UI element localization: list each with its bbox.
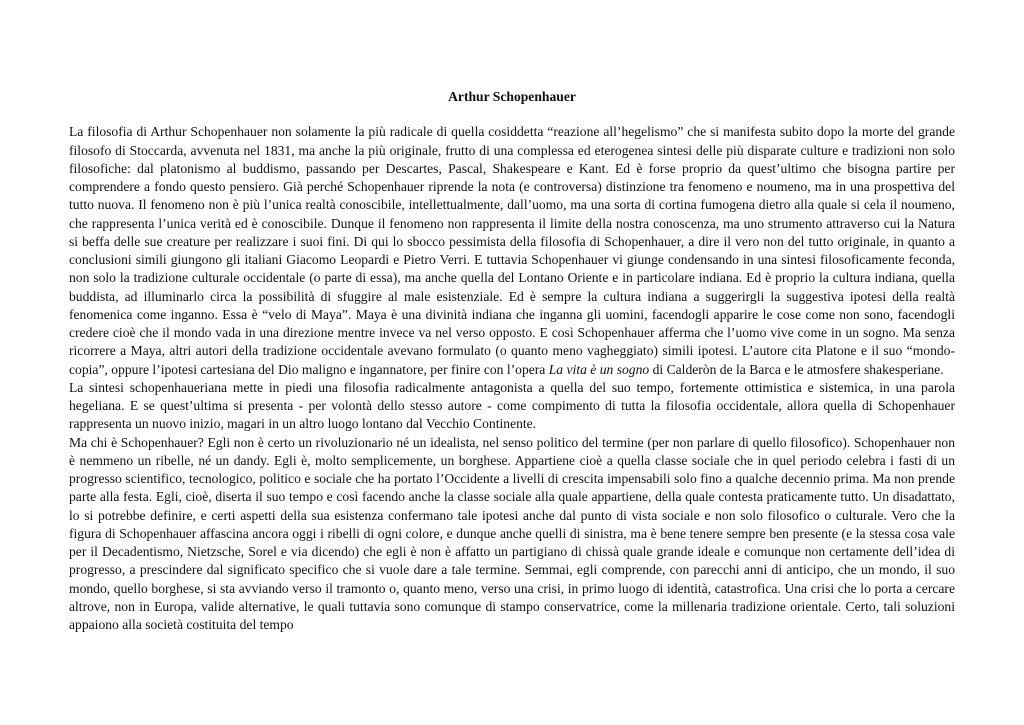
document-page [69,88,955,634]
paragraph-1-text-end: di Calderòn de la Barca e le atmosfere shakesperiane. [649,361,944,377]
paragraph-1-text: La filosofia di Arthur Schopenhauer non solamente la più radicale di quella cosiddetta “reazione all’hegelismo” che si manifesta subito dopo la morte del grande filosofo di Stoccarda, avvenuta nel 1831, ma anche la più originale, frutto di una complessa ed eterogenea sintesi delle più disparate culture e tradizioni non solo filosofiche: dal platonismo al buddismo, passando per Descartes, Pascal, Shakespeare e Kant. Ed è forse proprio da quest’ultimo che bisogna partire per comprendere a fondo questo pensiero. Già perché Schopenhauer riprende la nota (e controversa) distinzione tra fenomeno e noumeno, ma in una prospettiva del tutto nuova. Il fenomeno non è più l’unica realtà conoscibile, intellettualmente, dall’uomo, ma una sorta di cortina fumogena dietro alla quale si cela il noumeno, che rappresenta l’unica verità ed è conoscibile. Dunque il fenomeno non rappresenta il limite della nostra conoscenza, ma uno strumento attraverso cui la Natura si beffa delle sue creature per realizzare i suoi fini. Di qui lo sbocco pessimista della filosofia di Schopenhauer, a dire il vero non del tutto originale, in quanto a conclusioni simili giungono gli italiani Giacomo Leopardi e Pietro Verri. E tuttavia Schopenhauer vi giunge condensando in una sintesi filosoficamente feconda, non solo la tradizione culturale occidentale (o parte di essa), ma anche quella del Lontano Oriente e in particolare indiana. Ed è proprio la cultura indiana, quella buddista, ad illuminarlo circa la possibilità di sfuggire al male esistenziale. Ed è sempre la cultura indiana a suggerirgli la suggestiva ipotesi della realtà fenomenica come inganno. Essa è “velo di Maya”. Maya è una divinità indiana che inganna gli uomini, facendogli apparire le cose come non sono, facendogli credere cioè che il mondo vada in una direzione mentre invece va nel verso opposto. E così Schopenhauer afferma che l’uomo vive come in un sogno. Ma senza ricorrere a Maya, altri autori della tradizione occidentale avevano formulato (o quanto meno vagheggiato) simili ipotesi. L’autore cita Platone e il suo “mondo-copia”, oppure l’ipotesi cartesiana del Dio maligno e ingannatore, per finire con l’opera [69,124,955,377]
document-title: Arthur Schopenhauer [448,89,576,104]
paragraph-1 [69,123,955,379]
paragraph-2: La sintesi schopenhaueriana mette in piedi una filosofia radicalmente antagonista a quella del suo tempo, fortemente ottimistica e sistemica, in una parola hegeliana. E se quest’ultima si presenta - per volontà dello stesso autore - come compimento di tutta la filosofia occidentale, allora quella di Schopenhauer rappresenta un nuovo inizio, magari in un altro luogo lontano dal Vecchio Continente. [69,379,955,432]
paragraph-3: Ma chi è Schopenhauer? Egli non è certo un rivoluzionario né un idealista, nel senso politico del termine (per non parlare di quello filosofico). Schopenhauer non è nemmeno un ribelle, né un dandy. Egli è, molto semplicemente, un borghese. Appartiene cioè a quella classe sociale che in quel periodo celebra i fasti di un progresso scientifico, tecnologico, politico e sociale che ha portato l’Occidente a livelli di crescita impensabili solo fino a qualche decennio prima. Ma non prende parte alla festa. Egli, cioè, diserta il suo tempo e così facendo anche la classe sociale alla quale appartiene, della quale contesta praticamente tutto. Un disadattato, lo si potrebbe definire, e certi aspetti della sua esistenza confermano tale ipotesi anche dal punto di vista sociale e non solo filosofico o culturale. Vero che la figura di Schopenhauer affascina ancora oggi i ribelli di ogni colore, e dunque anche quelli di sinistra, ma è bene tenere sempre ben presente (e la stessa cosa vale per il Decadentismo, Nietzsche, Sorel e via dicendo) che egli è non è affatto un partigiano di chissà quale grande ideale e comunque non certamente dell’idea di progresso, a prescindere dal significato specifico che si vuole dare a tale termine. Semmai, egli comprende, con parecchi anni di anticipo, che un mondo, il suo mondo, quello borghese, si sta avviando verso il tramonto o, quanto meno, verso una crisi, in primo luogo di identità, catastrofica. Una crisi che lo porta a cercare altrove, non in Europa, valide alternative, le quali tuttavia sono comunque di stampo conservatrice, come la millenaria tradizione orientale. Certo, tali soluzioni appaiono alla società costituita del tempo [69,434,955,632]
paragraph-1-italic-title: La vita è un sogno [548,361,650,377]
